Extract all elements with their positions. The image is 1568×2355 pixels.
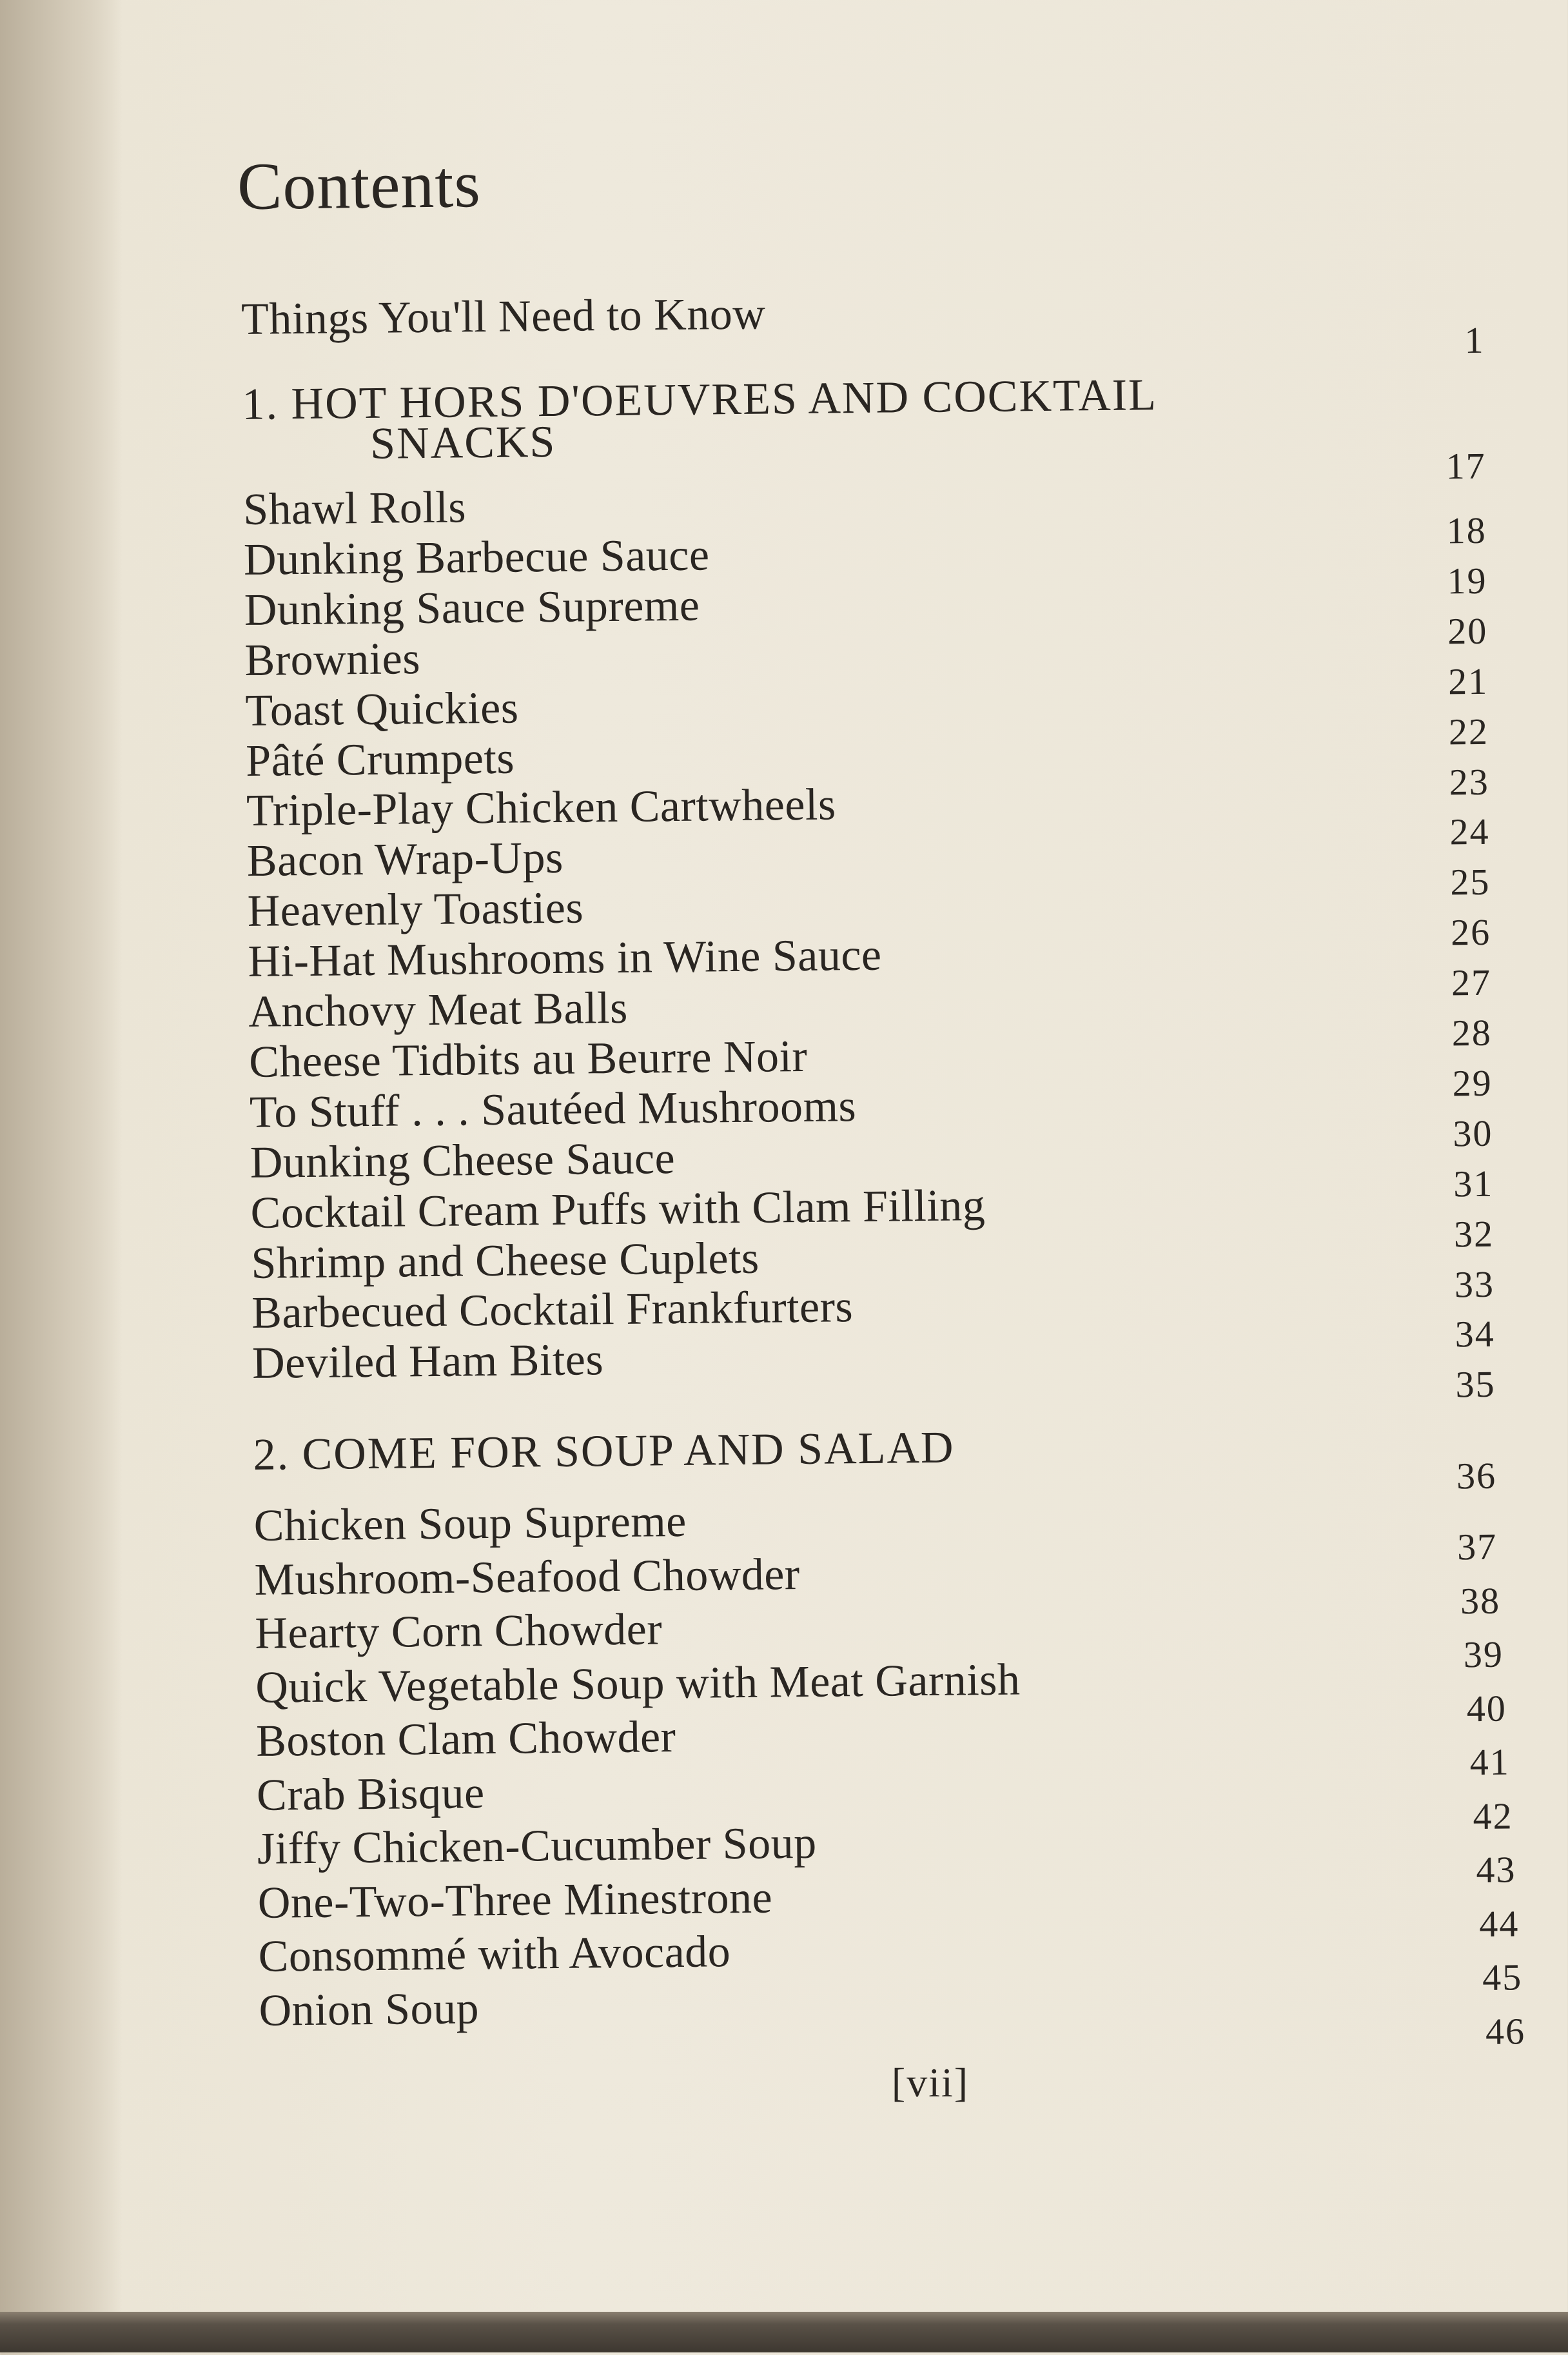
toc-entry: Heavenly Toasties (247, 883, 584, 937)
toc-entry: Dunking Cheese Sauce (250, 1133, 676, 1188)
page-folio: [vii] (891, 2060, 970, 2105)
toc-page-number: 34 (1455, 1313, 1496, 1355)
toc-page-number: 36 (1456, 1454, 1497, 1497)
toc-entry: Triple-Play Chicken Cartwheels (246, 780, 837, 836)
toc-page-number: 30 (1453, 1112, 1493, 1155)
toc-page-number: 38 (1460, 1579, 1501, 1622)
page-title: Contents (237, 147, 482, 224)
toc-page-number: 18 (1446, 509, 1487, 552)
toc-entry: Cheese Tidbits au Beurre Noir (248, 1031, 808, 1087)
toc-entry: Shawl Rolls (242, 482, 467, 535)
toc-entry: Boston Clam Chowder (255, 1712, 676, 1766)
toc-page-number: 46 (1485, 2009, 1526, 2053)
toc-entry: One-Two-Three Minestrone (257, 1872, 773, 1928)
toc-entry: Barbecued Cocktail Frankfurters (251, 1282, 854, 1339)
toc-page-number: 37 (1456, 1525, 1498, 1568)
toc-page-number: 21 (1447, 660, 1489, 703)
toc-page-number: 22 (1448, 710, 1489, 753)
toc-page-number: 29 (1452, 1061, 1493, 1105)
toc-page-number: 26 (1450, 911, 1491, 954)
toc-page-number: 33 (1454, 1263, 1495, 1305)
toc-page-number: 42 (1473, 1794, 1513, 1837)
toc-entry: Deviled Ham Bites (251, 1335, 604, 1389)
toc-entry: Mushroom-Seafood Chowder (254, 1549, 801, 1605)
toc-entry: Bacon Wrap-Ups (246, 833, 564, 887)
toc-entry: Jiffy Chicken-Cucumber Soup (257, 1818, 818, 1874)
toc-entry: Dunking Barbecue Sauce (243, 530, 710, 585)
toc-entry: Consommé with Avocado (258, 1927, 731, 1982)
toc-entry: Dunking Sauce Supreme (244, 580, 700, 635)
toc-page-number: 27 (1451, 961, 1492, 1004)
toc-entry: Quick Vegetable Soup with Meat Garnish (255, 1654, 1021, 1713)
toc-page-number: 45 (1482, 1956, 1523, 1998)
toc-page-number: 17 (1446, 444, 1486, 488)
section-heading: 1. HOT HORS D'OEUVRES AND COCKTAIL (242, 370, 1158, 429)
page-bottom-edge (0, 2312, 1568, 2352)
toc-entry: Brownies (244, 633, 421, 685)
toc-page-number: 24 (1449, 811, 1490, 853)
toc-page-number: 41 (1469, 1740, 1511, 1784)
toc-page-number: 40 (1466, 1687, 1507, 1729)
toc-entry: Anchovy Meat Balls (248, 983, 629, 1037)
toc-page-number: 19 (1447, 559, 1487, 602)
toc-page-number: 39 (1463, 1633, 1504, 1676)
toc-entry: Hearty Corn Chowder (255, 1604, 663, 1659)
toc-entry: Hi-Hat Mushrooms in Wine Sauce (248, 930, 882, 987)
toc-entry: Shrimp and Cheese Cuplets (251, 1233, 760, 1288)
toc-page-number: 20 (1447, 609, 1488, 653)
toc-entry: Onion Soup (259, 1983, 480, 2036)
toc-page-number: 44 (1478, 1902, 1520, 1945)
toc-page-number: 1 (1464, 319, 1485, 362)
toc-entry: Chicken Soup Supreme (253, 1496, 687, 1551)
toc-page-number: 31 (1453, 1162, 1494, 1205)
section-heading: SNACKS (369, 417, 556, 469)
toc-page-number: 32 (1453, 1212, 1494, 1255)
toc-page-number: 35 (1455, 1363, 1496, 1406)
toc-page-number: 43 (1476, 1848, 1516, 1891)
toc-entry: Toast Quickies (245, 683, 519, 736)
toc-entry: To Stuff . . . Sautéed Mushrooms (249, 1081, 857, 1138)
toc-page-number: 28 (1451, 1011, 1493, 1054)
toc-entry: Things You'll Need to Know (240, 289, 766, 344)
toc-page-number: 25 (1450, 861, 1491, 903)
toc-entry: Cocktail Cream Puffs with Clam Filling (250, 1180, 986, 1238)
toc-entry: Crab Bisque (256, 1768, 485, 1820)
toc-entry: Pâté Crumpets (245, 733, 515, 786)
toc-page-number: 23 (1449, 760, 1490, 803)
section-heading: 2. COME FOR SOUP AND SALAD (253, 1423, 955, 1480)
